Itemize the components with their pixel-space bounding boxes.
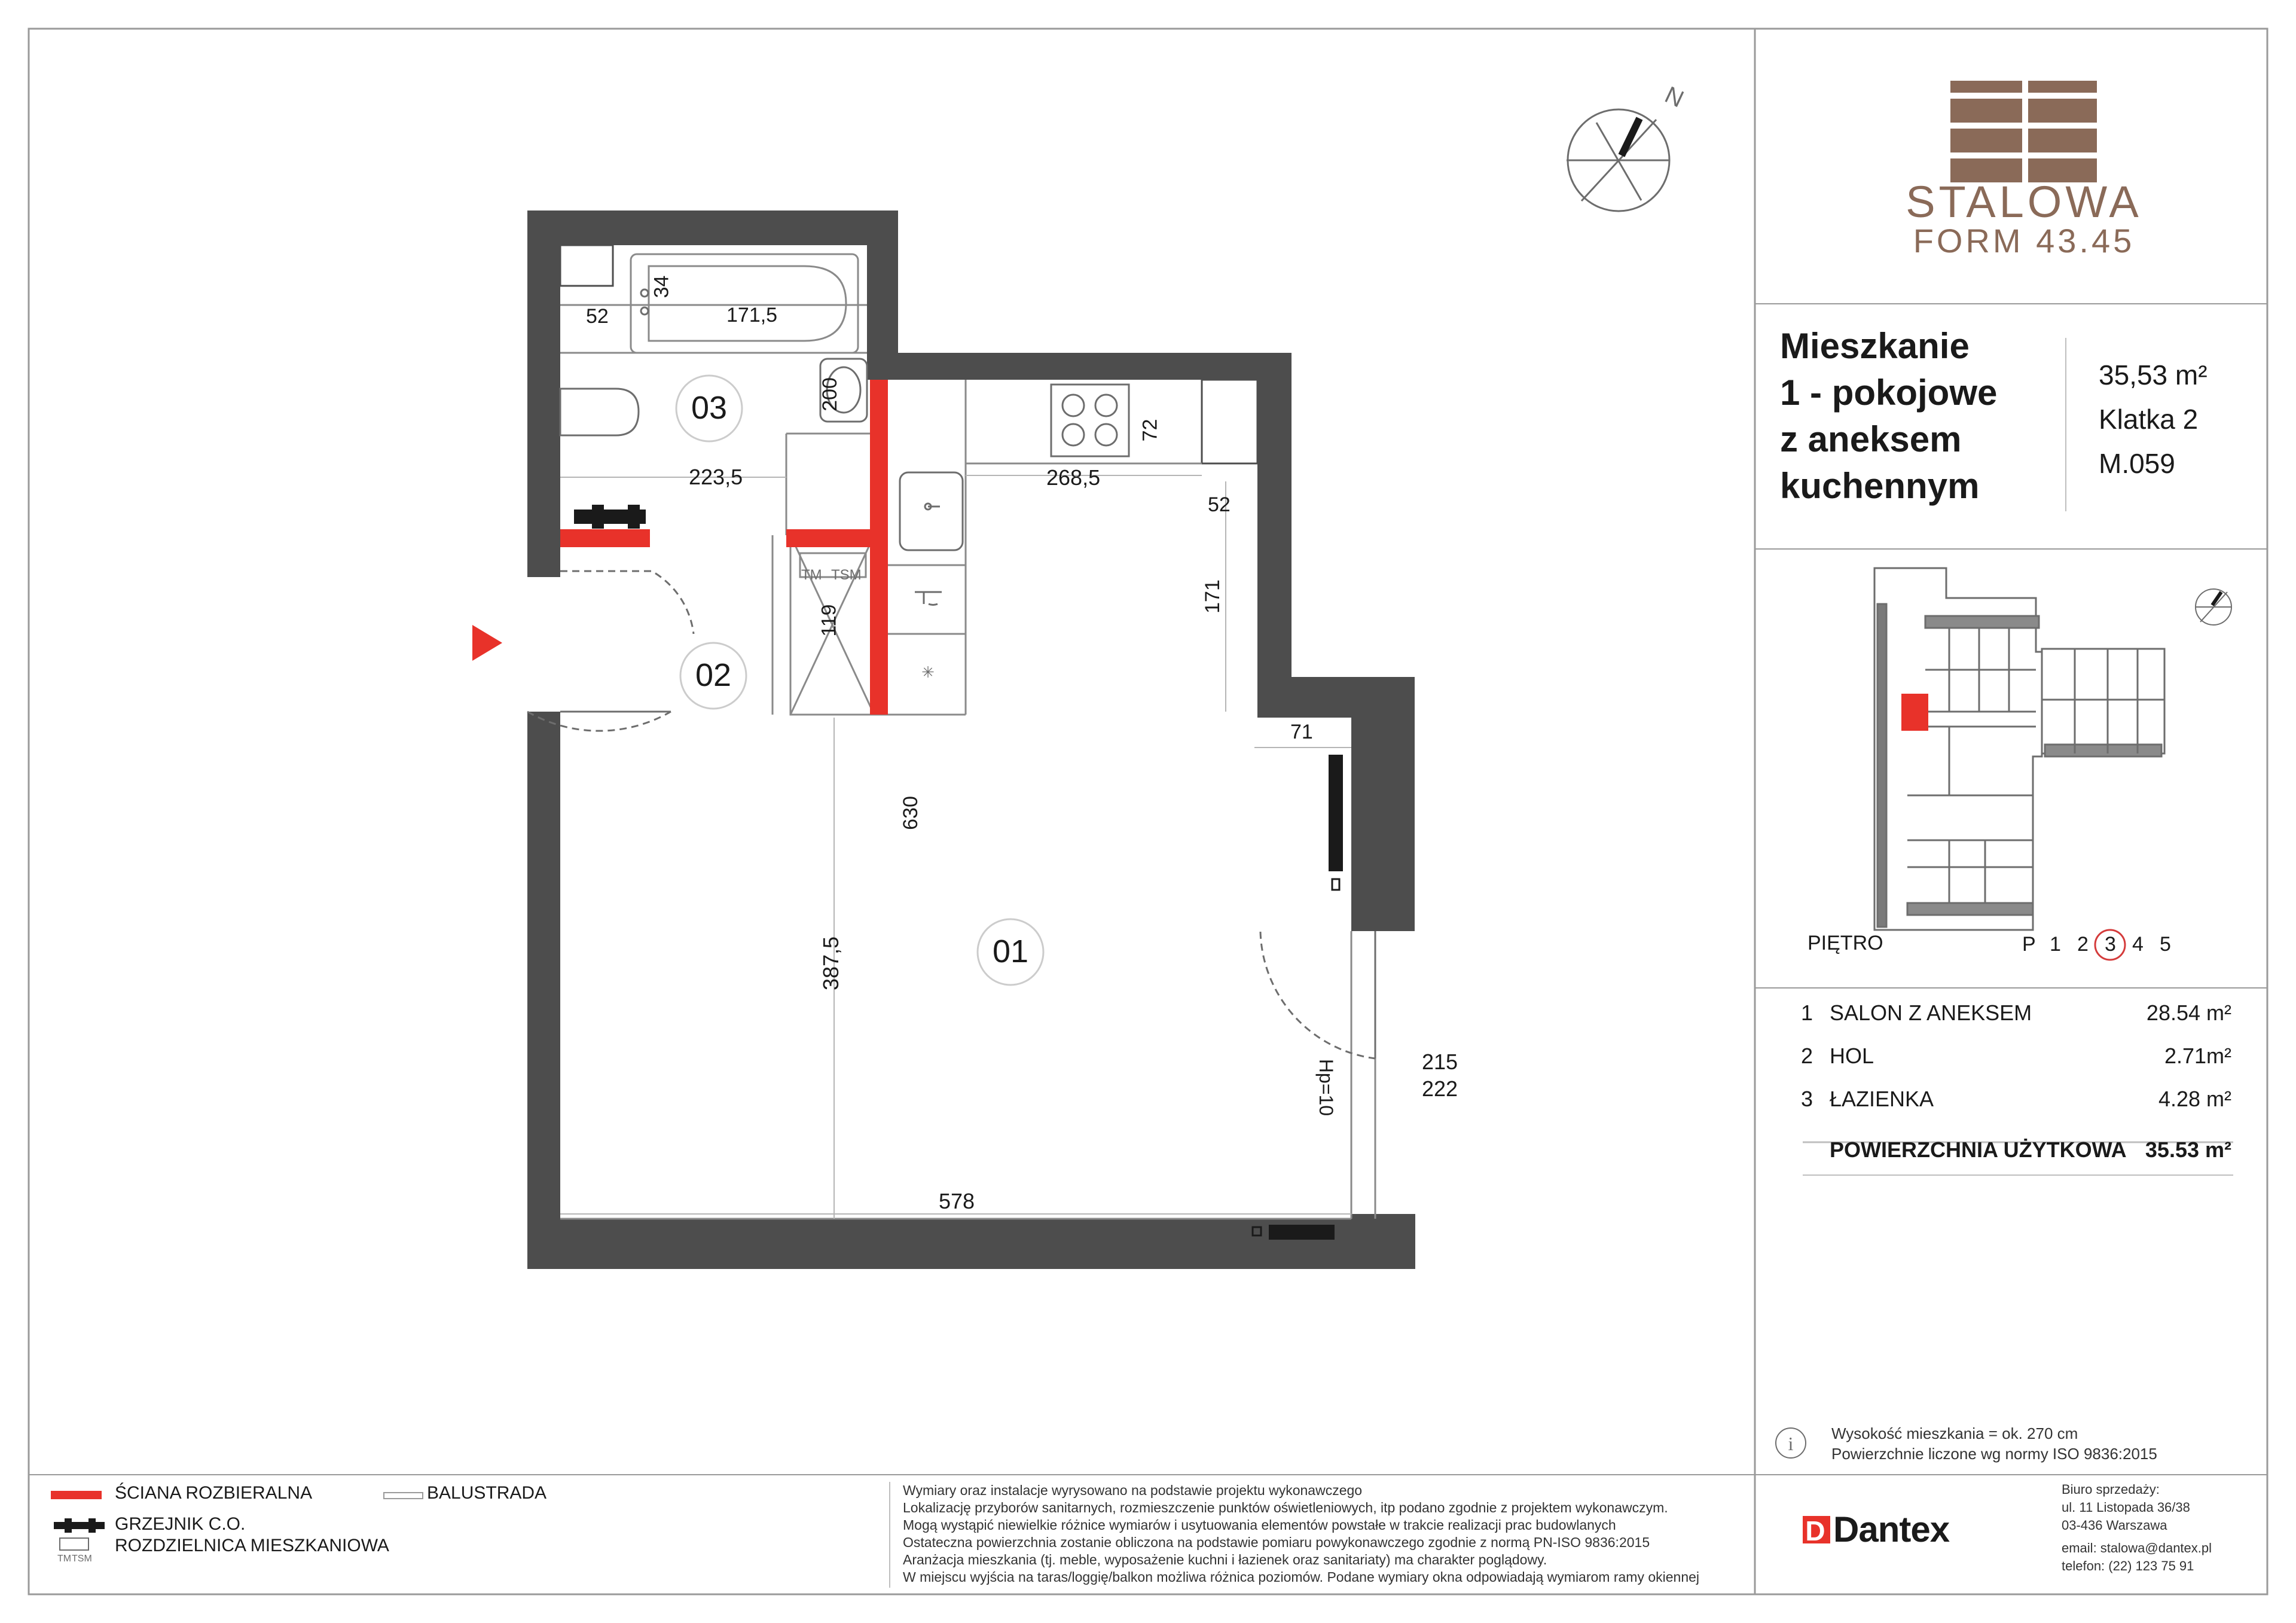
dim-bath-room: 223,5	[689, 465, 743, 489]
dim-lower-depth: 387,5	[819, 936, 844, 991]
apartment-number: M.059	[2099, 448, 2175, 479]
dim-sink: 200	[818, 377, 841, 411]
key-plan-highlight	[1901, 694, 1928, 731]
sales-email[interactable]: email: stalowa@dantex.pl	[2062, 1540, 2212, 1555]
dim-bath-len: 171,5	[726, 304, 778, 327]
kitchen-fixtures	[900, 385, 1129, 605]
total-row	[1830, 1132, 2231, 1168]
info-norm: Powierzchnie liczone wg normy ISO 9836:2015	[1831, 1445, 2157, 1463]
disclaimer	[903, 1482, 1740, 1586]
dantex-logo-icon	[1803, 1515, 1830, 1546]
legend-tm: TM	[57, 1554, 72, 1564]
disclaimer-line: Aranżacja mieszkania (tj. meble, wyposażenie kuchni i łazienek oraz sanitariaty) ma charakter poglądowy.	[903, 1552, 1547, 1567]
total-label: POWIERZCHNIA UŻYTKOWA	[1830, 1137, 2127, 1162]
disclaimer-line: Ostateczna powierzchnia zostanie obliczona na podstawie pomiaru powykonawczego zgodnie z normą PN-ISO 9836:2015	[903, 1534, 1650, 1550]
room-area: 28.54 m²	[2146, 1000, 2231, 1025]
svg-text:D: D	[1805, 1515, 1825, 1546]
floor-p[interactable]: P	[2022, 933, 2036, 956]
brand-name: STALOWA	[1906, 177, 2142, 227]
page-frame	[29, 29, 2267, 1594]
key-compass-icon	[2196, 589, 2231, 625]
floor-label: PIĘTRO	[1808, 932, 1883, 954]
apartment-meta	[2099, 353, 2208, 486]
legend-radiator-icon	[54, 1518, 105, 1533]
disclaimer-line: Mogą wystąpić niewielkie różnice wymiarów i usytuowania elementów powstałe w trakcie realizacji prac budowlanych	[903, 1517, 1616, 1533]
dim-kitchen-depth: 72	[1138, 419, 1162, 442]
room-name: HOL	[1830, 1044, 1874, 1068]
dimension-lines	[560, 475, 1351, 1219]
apartment-stair: Klatka 2	[2099, 404, 2199, 435]
sales-phone[interactable]: telefon: (22) 123 75 91	[2062, 1558, 2194, 1573]
dim-width: 578	[939, 1189, 975, 1213]
legend-tsm: TSM	[72, 1554, 92, 1564]
legend-distributor-icon	[60, 1538, 88, 1550]
svg-text:i: i	[1788, 1433, 1794, 1454]
legend-distributor-label: ROZDZIELNICA MIESZKANIOWA	[115, 1536, 389, 1555]
compass-icon	[1567, 109, 1669, 211]
apartment-title	[1780, 323, 1997, 510]
room-area: 4.28 m²	[2158, 1087, 2231, 1111]
floor-2[interactable]: 2	[2077, 933, 2089, 956]
room-name: ŁAZIENKA	[1830, 1087, 1934, 1111]
legend-wall-label: ŚCIANA ROZBIERALNA	[115, 1483, 313, 1503]
room-label-01: 01	[993, 933, 1029, 969]
floor-5[interactable]: 5	[2160, 933, 2171, 956]
logo-mark	[1950, 81, 2097, 182]
room-num: 3	[1801, 1087, 1813, 1111]
dim-window-left: 71	[1290, 721, 1313, 743]
room-num: 1	[1801, 1000, 1813, 1025]
dim-bath-left: 52	[586, 305, 609, 328]
legend-balustrade-label: BALUSTRADA	[427, 1483, 547, 1503]
apartment-area: 35,53 m²	[2099, 359, 2208, 391]
room-area: 2.71m²	[2164, 1044, 2231, 1068]
legend-radiator-label: GRZEJNIK C.O.	[115, 1514, 246, 1534]
legend-balustrade-swatch	[384, 1493, 423, 1499]
sales-heading: Biuro sprzedaży:	[2062, 1482, 2160, 1497]
title-line-2: 1 - pokojowe	[1780, 373, 1998, 413]
floor-3[interactable]: 3	[2105, 933, 2116, 956]
closet-tsm: TSM	[831, 567, 862, 583]
dim-kitchen-len: 268,5	[1046, 465, 1101, 490]
key-plan	[1874, 568, 2164, 930]
sales-office	[2062, 1481, 2212, 1575]
title-line-3: z aneksem	[1780, 419, 1962, 459]
sales-address: ul. 11 Listopada 36/38	[2062, 1500, 2190, 1515]
developer-name: Dantex	[1833, 1509, 1950, 1549]
room-num: 2	[1801, 1044, 1813, 1068]
dim-door-h2: 222	[1422, 1076, 1458, 1101]
disclaimer-line: W miejscu wyjścia na taras/loggię/balkon możliwa różnica poziomów. Podane wymiary okna odpowiadają wymiarom ramy okiennej	[903, 1569, 1700, 1585]
total-area: 35.53 m²	[2145, 1137, 2231, 1162]
dim-door-h1: 215	[1422, 1050, 1458, 1074]
floor-4[interactable]: 4	[2132, 933, 2144, 956]
dim-niche: 52	[1208, 493, 1231, 516]
structural-walls	[527, 210, 1415, 1269]
sales-city: 03-436 Warszawa	[2062, 1518, 2167, 1533]
brand-subtitle: FORM 43.45	[1913, 222, 2135, 260]
dim-hp: Hp=10	[1315, 1058, 1338, 1116]
title-line-4: kuchennym	[1780, 466, 1980, 506]
entrance-arrow-icon	[472, 625, 502, 661]
room-label-03: 03	[691, 390, 728, 426]
compass-n-label: N	[1660, 81, 1688, 113]
room-row-2	[1801, 1038, 2231, 1074]
room-row-1	[1801, 995, 2231, 1031]
floor-1[interactable]: 1	[2050, 933, 2061, 956]
info-height: Wysokość mieszkania = ok. 270 cm	[1831, 1424, 2078, 1442]
dim-right-top: 171	[1201, 579, 1224, 614]
closet-tm: TM	[801, 567, 822, 583]
room-name: SALON Z ANEKSEM	[1830, 1000, 2032, 1025]
dim-bath-w: 34	[650, 275, 673, 298]
dim-total-depth: 630	[899, 796, 922, 830]
info-notes	[1831, 1423, 2157, 1464]
disclaimer-line: Lokalizację przyborów sanitarnych, rozmieszczenie punktów oświetleniowych, itp podano zgodnie z projektem wykonawczym.	[903, 1500, 1668, 1515]
doors	[527, 571, 1375, 1058]
svg-text:✳: ✳	[921, 663, 935, 681]
room-row-3	[1801, 1081, 2231, 1117]
legend-wall-swatch	[51, 1491, 102, 1499]
disclaimer-line: Wymiary oraz instalacje wyrysowano na podstawie projektu wykonawczego	[903, 1482, 1363, 1498]
room-label-02: 02	[695, 657, 732, 693]
title-line-1: Mieszkanie	[1780, 326, 1970, 366]
dim-closet: 119	[817, 604, 841, 637]
